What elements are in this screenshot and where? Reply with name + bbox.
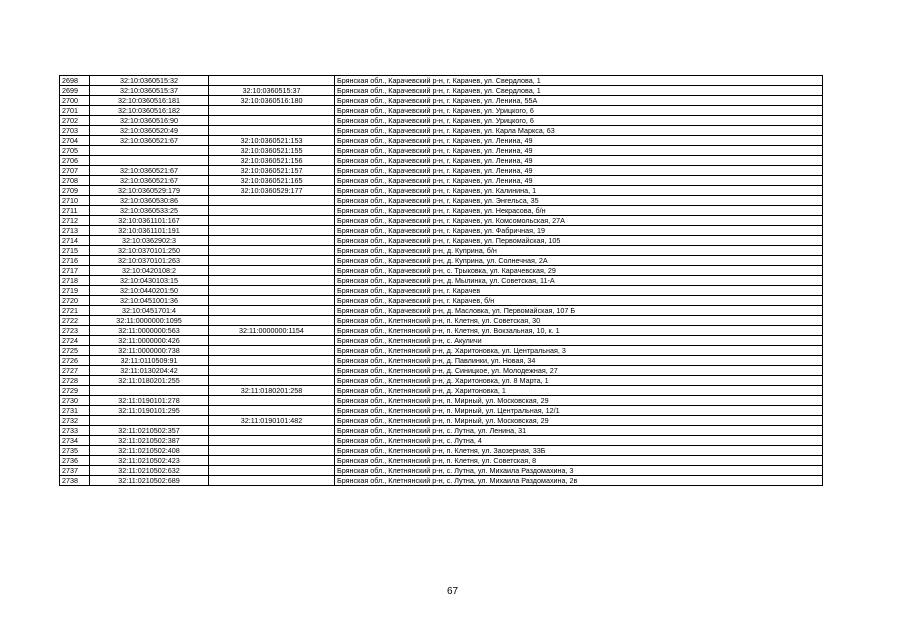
row-number-cell: 2699	[60, 86, 90, 96]
page-number: 67	[446, 586, 459, 597]
address-cell: Брянская обл., Карачевский р-н, г. Карачев, ул. Калинина, 1	[335, 186, 823, 196]
related-cadastral-number-cell	[209, 446, 335, 456]
address-cell: Брянская обл., Клетнянский р-н, п. Клетня, ул. Вокзальная, 10, к. 1	[335, 326, 823, 336]
row-number-cell: 2732	[60, 416, 90, 426]
related-cadastral-number-cell: 32:11:0180201:258	[209, 386, 335, 396]
related-cadastral-number-cell	[209, 466, 335, 476]
table-row	[60, 96, 823, 106]
table-row	[60, 176, 823, 186]
related-cadastral-number-cell	[209, 346, 335, 356]
address-cell: Брянская обл., Клетнянский р-н, п. Клетня, ул. Советская, 30	[335, 316, 823, 326]
table-row	[60, 216, 823, 226]
related-cadastral-number-cell	[209, 406, 335, 416]
address-cell: Брянская обл., Карачевский р-н, г. Карачев, ул. Ленина, 49	[335, 156, 823, 166]
address-cell: Брянская обл., Клетнянский р-н, д. Павлинки, ул. Новая, 34	[335, 356, 823, 366]
row-number-cell: 2713	[60, 226, 90, 236]
related-cadastral-number-cell	[209, 296, 335, 306]
related-cadastral-number-cell: 32:10:0360521:157	[209, 166, 335, 176]
address-cell: Брянская обл., Клетнянский р-н, д. Харитоновка, ул. 8 Марта, 1	[335, 376, 823, 386]
row-number-cell: 2719	[60, 286, 90, 296]
cadastral-number-cell: 32:11:0210502:357	[90, 426, 209, 436]
cadastral-number-cell: 32:11:0180201:255	[90, 376, 209, 386]
address-cell: Брянская обл., Карачевский р-н, г. Карачев, ул. Ленина, 49	[335, 166, 823, 176]
table-row	[60, 416, 823, 426]
related-cadastral-number-cell	[209, 476, 335, 486]
row-number-cell: 2698	[60, 76, 90, 86]
address-cell: Брянская обл., Карачевский р-н, г. Карачев, ул. Карла Маркса, 63	[335, 126, 823, 136]
related-cadastral-number-cell	[209, 106, 335, 116]
table-row	[60, 226, 823, 236]
address-cell: Брянская обл., Карачевский р-н, г. Карачев, ул. Ленина, 49	[335, 176, 823, 186]
row-number-cell: 2704	[60, 136, 90, 146]
related-cadastral-number-cell	[209, 76, 335, 86]
table-row	[60, 316, 823, 326]
table-row	[60, 386, 823, 396]
cadastral-number-cell: 32:11:0210502:423	[90, 456, 209, 466]
table-row	[60, 196, 823, 206]
address-cell: Брянская обл., Клетнянский р-н, д. Харитоновка, 1	[335, 386, 823, 396]
address-cell: Брянская обл., Клетнянский р-н, д. Харитоновка, ул. Центральная, 3	[335, 346, 823, 356]
cadastral-number-cell: 32:10:0361101:167	[90, 216, 209, 226]
row-number-cell: 2709	[60, 186, 90, 196]
cadastral-number-cell: 32:10:0362902:3	[90, 236, 209, 246]
related-cadastral-number-cell	[209, 316, 335, 326]
cadastral-number-cell: 32:10:0360515:37	[90, 86, 209, 96]
address-cell: Брянская обл., Клетнянский р-н, п. Мирный, ул. Московская, 29	[335, 416, 823, 426]
row-number-cell: 2720	[60, 296, 90, 306]
related-cadastral-number-cell	[209, 216, 335, 226]
row-number-cell: 2731	[60, 406, 90, 416]
table-row	[60, 116, 823, 126]
row-number-cell: 2703	[60, 126, 90, 136]
related-cadastral-number-cell	[209, 426, 335, 436]
table-row	[60, 276, 823, 286]
row-number-cell: 2707	[60, 166, 90, 176]
cadastral-number-cell: 32:11:0210502:387	[90, 436, 209, 446]
row-number-cell: 2711	[60, 206, 90, 216]
address-cell: Брянская обл., Карачевский р-н, г. Карачев, ул. Комсомольская, 27А	[335, 216, 823, 226]
address-cell: Брянская обл., Карачевский р-н, с. Трыковка, ул. Карачевская, 29	[335, 266, 823, 276]
related-cadastral-number-cell: 32:10:0360521:165	[209, 176, 335, 186]
address-cell: Брянская обл., Клетнянский р-н, д. Синицкое, ул. Молодежная, 27	[335, 366, 823, 376]
cadastral-number-cell: 32:10:0360530:86	[90, 196, 209, 206]
address-cell: Брянская обл., Карачевский р-н, г. Карачев, ул. Фабричная, 19	[335, 226, 823, 236]
table-row	[60, 356, 823, 366]
related-cadastral-number-cell	[209, 206, 335, 216]
row-number-cell: 2721	[60, 306, 90, 316]
cadastral-number-cell	[90, 416, 209, 426]
cadastral-number-cell: 32:11:0000000:1095	[90, 316, 209, 326]
address-cell: Брянская обл., Клетнянский р-н, с. Лутна, ул. Михаила Раздомахина, 2в	[335, 476, 823, 486]
table-row	[60, 466, 823, 476]
related-cadastral-number-cell	[209, 246, 335, 256]
cadastral-number-cell: 32:10:0360521:67	[90, 176, 209, 186]
related-cadastral-number-cell: 32:10:0360521:156	[209, 156, 335, 166]
table-row	[60, 406, 823, 416]
cadastral-number-cell: 32:11:0000000:563	[90, 326, 209, 336]
cadastral-number-cell: 32:10:0360520:49	[90, 126, 209, 136]
address-cell: Брянская обл., Клетнянский р-н, п. Мирный, ул. Центральная, 12/1	[335, 406, 823, 416]
cadastral-number-cell: 32:10:0360516:181	[90, 96, 209, 106]
table-row	[60, 156, 823, 166]
row-number-cell: 2716	[60, 256, 90, 266]
table-row	[60, 146, 823, 156]
address-cell: Брянская обл., Карачевский р-н, г. Карачев, ул. Первомайская, 105	[335, 236, 823, 246]
table-row	[60, 186, 823, 196]
row-number-cell: 2729	[60, 386, 90, 396]
table-row	[60, 236, 823, 246]
table-row	[60, 336, 823, 346]
related-cadastral-number-cell	[209, 376, 335, 386]
cadastral-number-cell: 32:10:0360516:90	[90, 116, 209, 126]
related-cadastral-number-cell: 32:10:0360515:37	[209, 86, 335, 96]
address-cell: Брянская обл., Карачевский р-н, д. Куприна, б/н	[335, 246, 823, 256]
row-number-cell: 2737	[60, 466, 90, 476]
address-cell: Брянская обл., Клетнянский р-н, п. Клетня, ул. Советская, 8	[335, 456, 823, 466]
cadastral-number-cell: 32:11:0000000:426	[90, 336, 209, 346]
table-row	[60, 436, 823, 446]
row-number-cell: 2728	[60, 376, 90, 386]
address-cell: Брянская обл., Карачевский р-н, г. Карачев, ул. Ленина, 49	[335, 146, 823, 156]
cadastral-number-cell: 32:10:0360521:67	[90, 166, 209, 176]
related-cadastral-number-cell: 32:10:0360516:180	[209, 96, 335, 106]
table-row	[60, 446, 823, 456]
table-row	[60, 256, 823, 266]
related-cadastral-number-cell	[209, 236, 335, 246]
cadastral-number-cell: 32:11:0000000:738	[90, 346, 209, 356]
row-number-cell: 2702	[60, 116, 90, 126]
row-number-cell: 2712	[60, 216, 90, 226]
table-row	[60, 266, 823, 276]
related-cadastral-number-cell	[209, 226, 335, 236]
row-number-cell: 2708	[60, 176, 90, 186]
related-cadastral-number-cell	[209, 436, 335, 446]
address-cell: Брянская обл., Карачевский р-н, г. Карачев, ул. Ленина, 55А	[335, 96, 823, 106]
table-row	[60, 376, 823, 386]
related-cadastral-number-cell	[209, 336, 335, 346]
table-row	[60, 456, 823, 466]
address-cell: Брянская обл., Карачевский р-н, г. Карачев, ул. Урицкого, 6	[335, 116, 823, 126]
table-row	[60, 346, 823, 356]
cadastral-number-cell: 32:10:0370101:250	[90, 246, 209, 256]
cadastral-number-cell: 32:11:0110509:91	[90, 356, 209, 366]
row-number-cell: 2738	[60, 476, 90, 486]
related-cadastral-number-cell: 32:10:0360521:155	[209, 146, 335, 156]
related-cadastral-number-cell	[209, 266, 335, 276]
related-cadastral-number-cell	[209, 366, 335, 376]
address-cell: Брянская обл., Карачевский р-н, г. Карачев	[335, 286, 823, 296]
cadastral-number-cell: 32:10:0360516:182	[90, 106, 209, 116]
cadastral-number-cell: 32:11:0130204:42	[90, 366, 209, 376]
address-cell: Брянская обл., Клетнянский р-н, с. Лутна, 4	[335, 436, 823, 446]
row-number-cell: 2734	[60, 436, 90, 446]
row-number-cell: 2718	[60, 276, 90, 286]
cadastral-number-cell: 32:11:0190101:295	[90, 406, 209, 416]
address-cell: Брянская обл., Карачевский р-н, г. Карачев, ул. Ленина, 49	[335, 136, 823, 146]
row-number-cell: 2735	[60, 446, 90, 456]
row-number-cell: 2723	[60, 326, 90, 336]
cadastral-number-cell	[90, 386, 209, 396]
related-cadastral-number-cell: 32:10:0360521:153	[209, 136, 335, 146]
table-row	[60, 136, 823, 146]
table-row	[60, 366, 823, 376]
address-cell: Брянская обл., Клетнянский р-н, п. Мирный, ул. Московская, 29	[335, 396, 823, 406]
cadastral-number-cell: 32:10:0360521:67	[90, 136, 209, 146]
cadastral-number-cell: 32:10:0440201:50	[90, 286, 209, 296]
related-cadastral-number-cell	[209, 306, 335, 316]
cadastral-number-cell: 32:10:0360533:25	[90, 206, 209, 216]
table-row	[60, 296, 823, 306]
row-number-cell: 2727	[60, 366, 90, 376]
cadastral-number-cell	[90, 156, 209, 166]
property-table	[59, 75, 823, 486]
address-cell: Брянская обл., Клетнянский р-н, п. Клетня, ул. Заозерная, 33Б	[335, 446, 823, 456]
cadastral-number-cell: 32:10:0451001:36	[90, 296, 209, 306]
table-row	[60, 476, 823, 486]
table-row	[60, 206, 823, 216]
related-cadastral-number-cell	[209, 126, 335, 136]
row-number-cell: 2714	[60, 236, 90, 246]
cadastral-number-cell: 32:10:0360515:32	[90, 76, 209, 86]
address-cell: Брянская обл., Карачевский р-н, г. Карачев, ул. Энгельса, 35	[335, 196, 823, 206]
related-cadastral-number-cell	[209, 286, 335, 296]
row-number-cell: 2710	[60, 196, 90, 206]
related-cadastral-number-cell	[209, 356, 335, 366]
related-cadastral-number-cell	[209, 456, 335, 466]
cadastral-number-cell: 32:11:0210502:408	[90, 446, 209, 456]
related-cadastral-number-cell	[209, 396, 335, 406]
related-cadastral-number-cell	[209, 276, 335, 286]
table-row	[60, 246, 823, 256]
row-number-cell: 2701	[60, 106, 90, 116]
table-row	[60, 326, 823, 336]
table-body	[60, 76, 823, 486]
row-number-cell: 2725	[60, 346, 90, 356]
table-row	[60, 166, 823, 176]
cadastral-number-cell: 32:11:0210502:689	[90, 476, 209, 486]
cadastral-number-cell: 32:10:0360529:179	[90, 186, 209, 196]
row-number-cell: 2726	[60, 356, 90, 366]
address-cell: Брянская обл., Клетнянский р-н, с. Лутна, ул. Ленина, 31	[335, 426, 823, 436]
cadastral-number-cell: 32:11:0190101:278	[90, 396, 209, 406]
related-cadastral-number-cell	[209, 256, 335, 266]
address-cell: Брянская обл., Клетнянский р-н, с. Лутна, ул. Михаила Раздомахина, 3	[335, 466, 823, 476]
row-number-cell: 2717	[60, 266, 90, 276]
related-cadastral-number-cell	[209, 116, 335, 126]
row-number-cell: 2733	[60, 426, 90, 436]
row-number-cell: 2736	[60, 456, 90, 466]
row-number-cell: 2706	[60, 156, 90, 166]
address-cell: Брянская обл., Карачевский р-н, д. Масловка, ул. Первомайская, 107 Б	[335, 306, 823, 316]
address-cell: Брянская обл., Карачевский р-н, г. Карачев, ул. Урицкого, 6	[335, 106, 823, 116]
table-row	[60, 126, 823, 136]
cadastral-number-cell: 32:10:0451701:4	[90, 306, 209, 316]
address-cell: Брянская обл., Карачевский р-н, д. Мылинка, ул. Советская, 11-А	[335, 276, 823, 286]
row-number-cell: 2715	[60, 246, 90, 256]
row-number-cell: 2722	[60, 316, 90, 326]
table-row	[60, 396, 823, 406]
address-cell: Брянская обл., Карачевский р-н, г. Карачев, ул. Некрасова, б/н	[335, 206, 823, 216]
table-row	[60, 106, 823, 116]
address-cell: Брянская обл., Карачевский р-н, г. Карачев, ул. Свердлова, 1	[335, 86, 823, 96]
cadastral-number-cell: 32:10:0370101:263	[90, 256, 209, 266]
row-number-cell: 2700	[60, 96, 90, 106]
related-cadastral-number-cell	[209, 196, 335, 206]
row-number-cell: 2724	[60, 336, 90, 346]
cadastral-number-cell	[90, 146, 209, 156]
related-cadastral-number-cell: 32:10:0360529:177	[209, 186, 335, 196]
row-number-cell: 2730	[60, 396, 90, 406]
cadastral-number-cell: 32:10:0430103:15	[90, 276, 209, 286]
table-row	[60, 306, 823, 316]
row-number-cell: 2705	[60, 146, 90, 156]
table-row	[60, 426, 823, 436]
address-cell: Брянская обл., Клетнянский р-н, с. Акуличи	[335, 336, 823, 346]
table-row	[60, 76, 823, 86]
cadastral-number-cell: 32:11:0210502:632	[90, 466, 209, 476]
related-cadastral-number-cell: 32:11:0190101:482	[209, 416, 335, 426]
address-cell: Брянская обл., Карачевский р-н, д. Куприна, ул. Солнечная, 2А	[335, 256, 823, 266]
cadastral-number-cell: 32:10:0361101:191	[90, 226, 209, 236]
table-row	[60, 286, 823, 296]
address-cell: Брянская обл., Карачевский р-н, г. Карачев, ул. Свердлова, 1	[335, 76, 823, 86]
address-cell: Брянская обл., Карачевский р-н, г. Карачев, б/н	[335, 296, 823, 306]
table-row	[60, 86, 823, 96]
related-cadastral-number-cell: 32:11:0000000:1154	[209, 326, 335, 336]
cadastral-number-cell: 32:10:0420108:2	[90, 266, 209, 276]
